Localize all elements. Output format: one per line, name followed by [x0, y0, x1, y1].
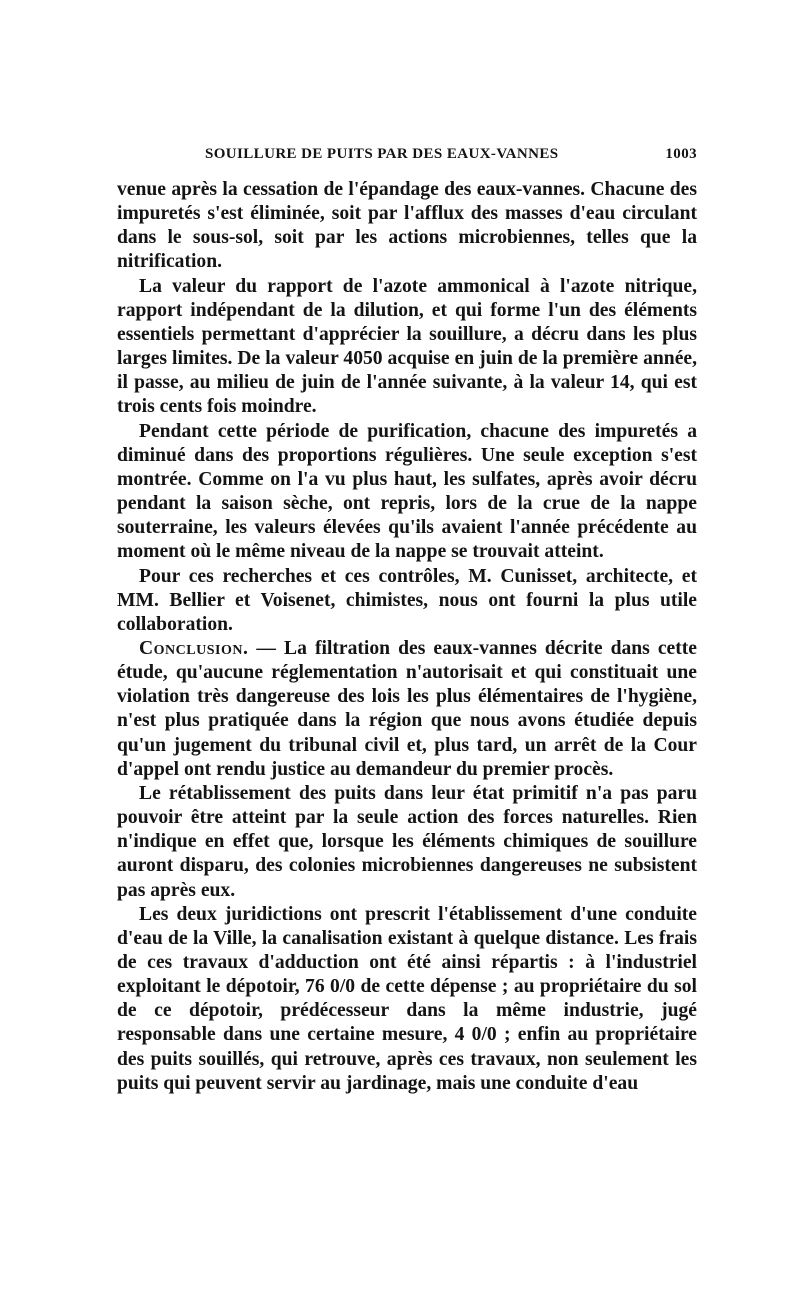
paragraph-text: Pendant cette période de purification, chacune des impuretés a diminué dans des proportions régulières. Une seule exception s'est montrée. Comme on l'a vu plus haut, les sulfates, après avoir décru pendant la saison sèche, ont repris, lors de la crue de la nappe souterraine, les valeurs élevées qu'ils avaient l'année précédente au moment où le même niveau de la nappe se trouvait atteint. [117, 420, 697, 563]
paragraph-conclusion [117, 637, 697, 782]
paragraph-purification [117, 420, 697, 565]
paragraph-text: La valeur du rapport de l'azote ammonical à l'azote nitrique, rapport indépendant de la dilution, et qui forme l'un des éléments essentiels permettant d'apprécier la souillure, a décru dans les plus larges limites. De la valeur 4050 acquise en juin de la première année, il passe, au milieu de juin de l'année suivante, à la valeur 14, qui est trois cents fois moindre. [117, 275, 697, 418]
paragraph-restoration [117, 782, 697, 903]
paragraph-text: venue après la cessation de l'épandage des eaux-vannes. Chacune des impuretés s'est éliminée, soit par l'afflux des masses d'eau circulant dans le sous-sol, soit par les actions microbiennes, telles que la nitrification. [117, 179, 697, 273]
paragraph-text: Le rétablissement des puits dans leur état primitif n'a pas paru pouvoir être atteint par la seule action des forces naturelles. Rien n'indique en effet que, lorsque les éléments chimiques de souillure auront disparu, des colonies microbiennes dangereuses ne subsistent pas après eux. [117, 782, 697, 901]
conclusion-heading: Conclusion. [139, 637, 249, 659]
paragraph-azote-ratio [117, 275, 697, 420]
paragraph-text: Pour ces recherches et ces contrôles, M. Cunisset, architecte, et MM. Bellier et Voisenet, chimistes, nous ont fourni la plus utile collaboration. [117, 565, 697, 635]
document-page [117, 146, 697, 1096]
paragraph-text: Les deux juridictions ont prescrit l'établissement d'une conduite d'eau de la Ville, la canalisation existant à quelque distance. Les frais de ces travaux d'adduction ont été ainsi répartis : à l'industriel exploitant le dépotoir, 76 0/0 de cette dépense ; au propriétaire du sol de ce dépotoir, prédécesseur dans la même industrie, jugé responsable dans une certaine mesure, 4 0/0 ; enfin au propriétaire des puits souillés, qui retrouve, après ces travaux, non seulement les puits qui peuvent servir au jardinage, mais une conduite d'eau [117, 903, 697, 1094]
paragraph-acknowledgements [117, 565, 697, 637]
paragraph-continuation [117, 178, 697, 275]
running-header [117, 146, 697, 170]
body-text [117, 178, 697, 1096]
paragraph-jurisdictions [117, 903, 697, 1096]
running-title: SOUILLURE DE PUITS PAR DES EAUX-VANNES [205, 146, 559, 162]
paragraph-text: — La filtration des eaux-vannes décrite dans cette étude, qu'aucune réglementation n'autorisait et qui constituait une violation très dangereuse des lois les plus élémentaires de l'hygiène, n'est plus pratiquée dans la région que nous avons étudiée depuis qu'un jugement du tribunal civil et, plus tard, un arrêt de la Cour d'appel ont rendu justice au demandeur du premier procès. [117, 637, 697, 780]
page-number: 1003 [665, 146, 697, 162]
